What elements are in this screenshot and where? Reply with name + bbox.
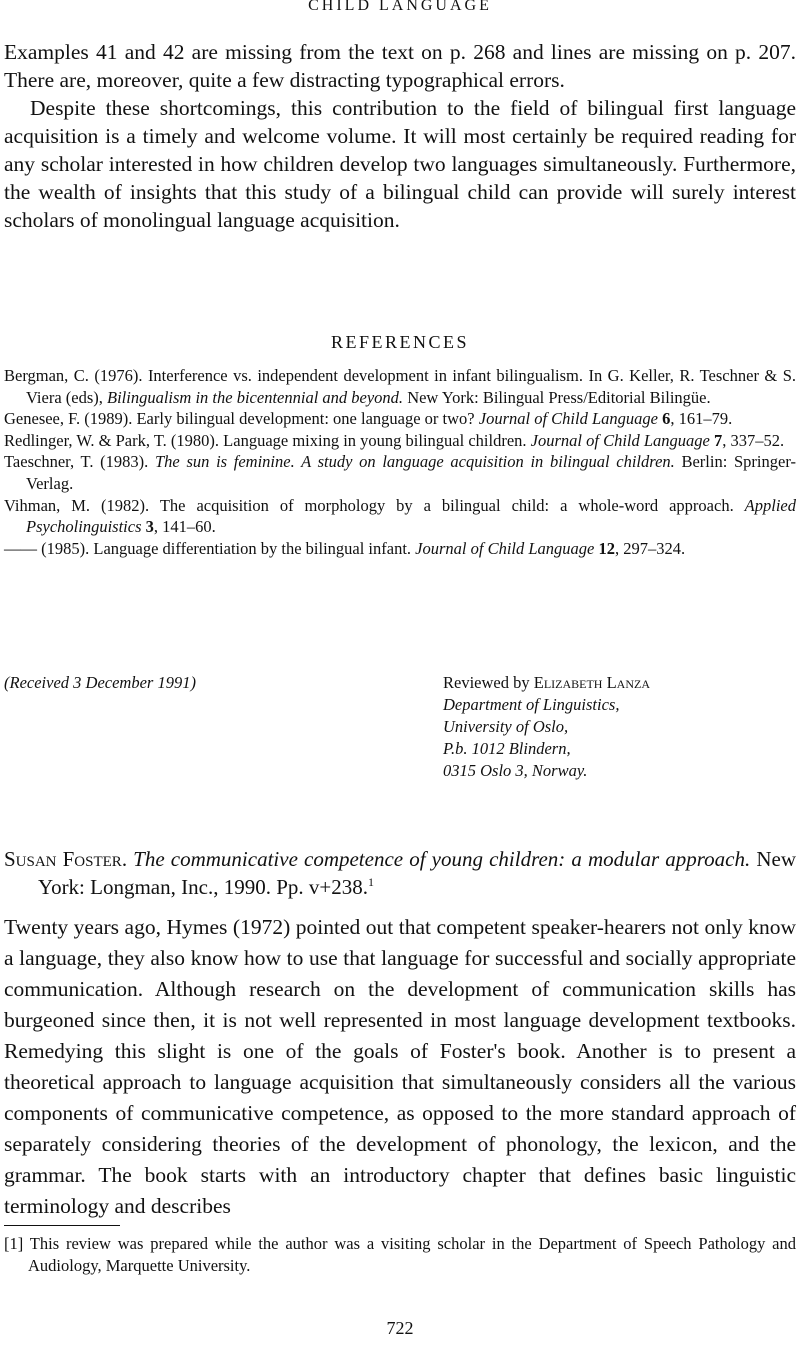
reviewer-address-line: P.b. 1012 Blindern, [443, 739, 571, 758]
reference-item: Taeschner, T. (1983). The sun is feminine. A study on language acquisition in bilingual children. Berlin: Springer-Verlag. [4, 452, 796, 493]
reviewer-name: Elizabeth Lanza [533, 673, 650, 692]
received-date: (Received 3 December 1991) [4, 673, 196, 692]
reference-item: Genesee, F. (1989). Early bilingual development: one language or two? Journal of Child Language 6, 161–79. [4, 409, 733, 429]
reviewer-address-line: 0315 Oslo 3, Norway. [443, 761, 588, 780]
reference-item: —— (1985). Language differentiation by the bilingual infant. Journal of Child Language 12, 297–324. [4, 538, 686, 558]
intro-text [4, 38, 796, 234]
review-body: Twenty years ago, Hymes (1972) pointed out that competent speaker-hearers not only know a language, they also know how to use that language for successful and socially appropriate communication. Although research on the development of communication skills has burgeoned since then, it is not well represented in most language development textbooks. Remedying this slight is one of the goals of Foster's book. Another is to present a theoretical approach to language acquisition that simultaneously considers all the various components of communicative competence, as opposed to the more standard approach of separately considering theories of the development of phonology, the lexicon, and the grammar. The book starts with an introductory chapter that defines basic linguistic terminology and describes [4, 915, 796, 1218]
footnote: [1] This review was prepared while the author was a visiting scholar in the Department of Speech Pathology and Audiology, Marquette University. [4, 1234, 796, 1275]
reviewer-block [443, 672, 650, 782]
reference-item: Redlinger, W. & Park, T. (1980). Language mixing in young bilingual children. Journal of Child Language 7, 337–52. [4, 430, 785, 450]
reviewer-name-line: Reviewed by Elizabeth Lanza [443, 673, 650, 692]
book-publisher: New York: Longman, Inc., 1990. Pp. v+238. [38, 847, 796, 899]
reference-item: Bergman, C. (1976). Interference vs. independent development in infant bilingualism. In G. Keller, R. Teschner & S. Viera (eds), Bilingualism in the bicentennial and beyond. New York: Bilingual Press/Editorial Bilingüe. [4, 366, 796, 407]
running-head: CHILD LANGUAGE [308, 0, 492, 14]
intro-paragraph-1: Examples 41 and 42 are missing from the text on p. 268 and lines are missing on p. 207. There are, moreover, quite a few distracting typographical errors. [4, 40, 796, 92]
book-citation: Susan Foster. The communicative competence of young children: a modular approach. New York: Longman, Inc., 1990. Pp. v+238.$^1$ [4, 847, 796, 899]
intro-paragraph-2: Despite these shortcomings, this contribution to the field of bilingual first language acquisition is a timely and welcome volume. It will most certainly be required reading for any scholar interested in how children develop two languages simultaneously. Furthermore, the wealth of insights that this study of a bilingual child can provide will surely interest scholars of monolingual language acquisition. [4, 96, 796, 232]
reference-list [4, 365, 796, 559]
book-author: Susan Foster [4, 847, 122, 871]
reviewer-address-line: University of Oslo, [443, 717, 569, 736]
book-title: The communicative competence of young children: a modular approach. [133, 847, 751, 871]
page-number: 722 [386, 1318, 414, 1338]
footnote-rule [4, 1225, 120, 1226]
reference-item: Vihman, M. (1982). The acquisition of morphology by a bilingual child: a whole-word approach. Applied Psycholinguistics 3, 141–60. [4, 495, 796, 537]
footnote-mark: 1 [367, 875, 374, 889]
reviewer-address-line: Department of Linguistics, [443, 695, 620, 714]
references-heading: REFERENCES [330, 332, 470, 352]
